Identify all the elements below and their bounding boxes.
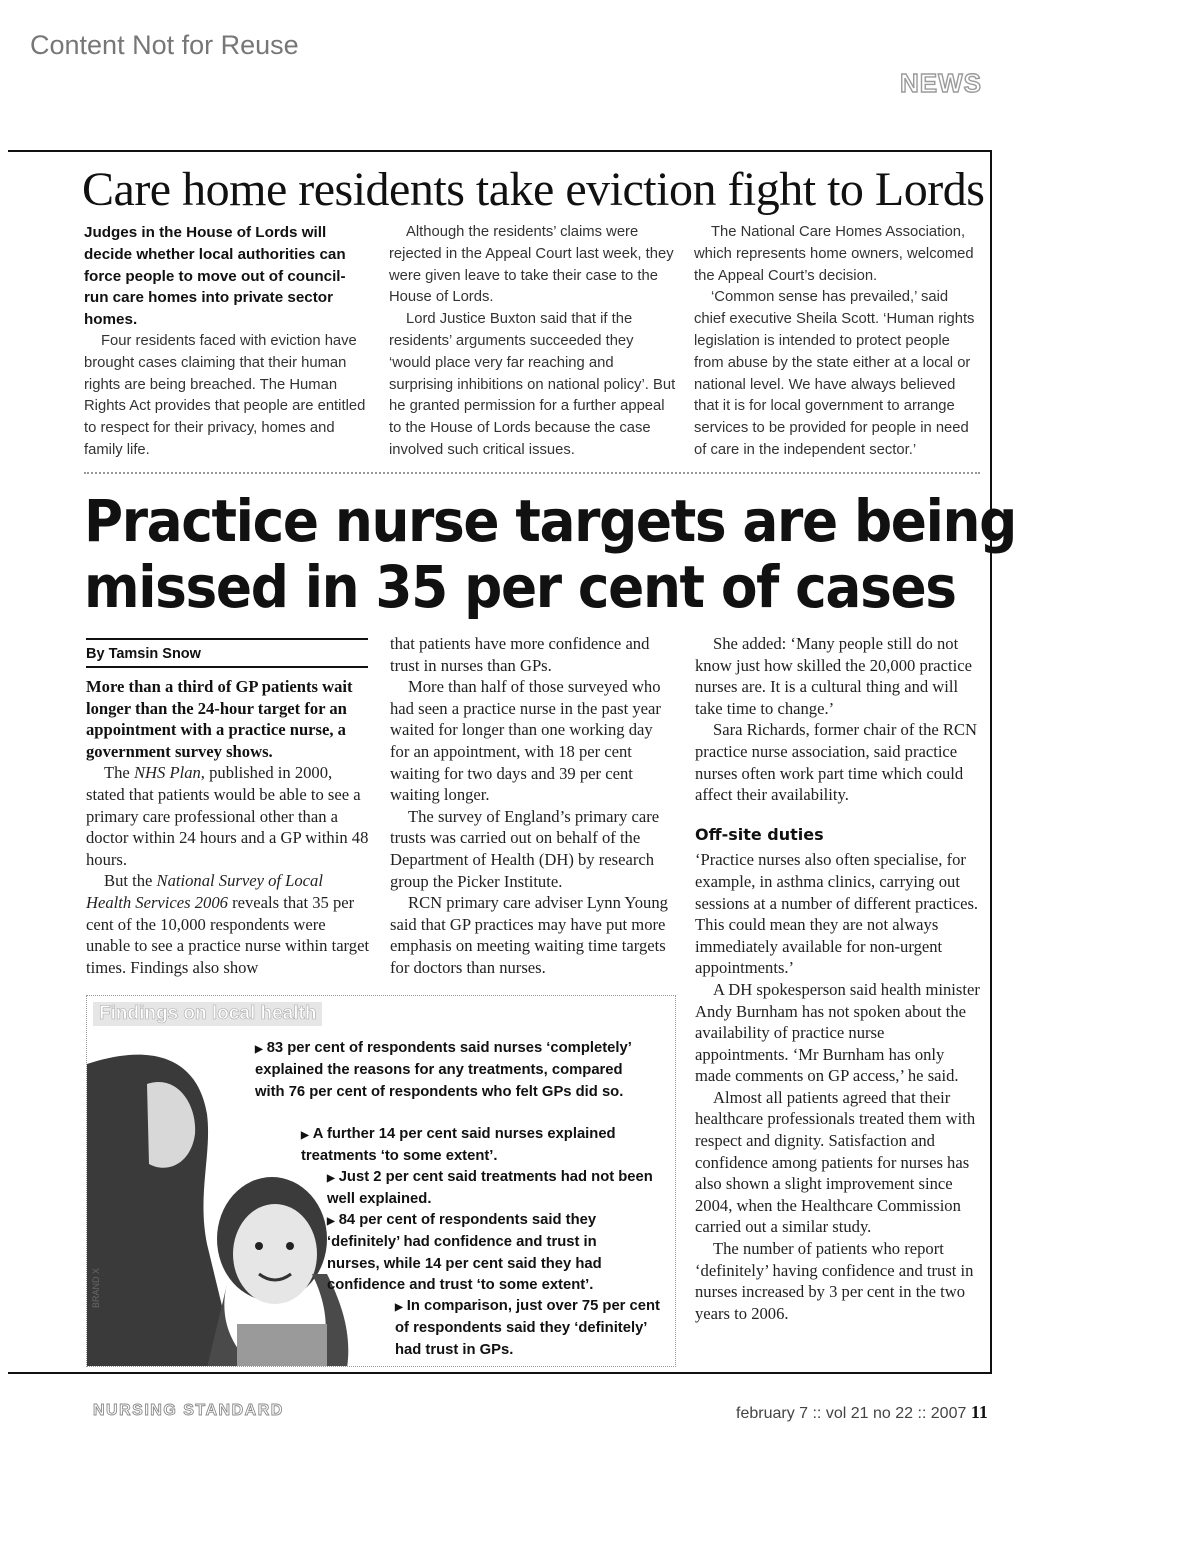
text-run: reveals that 35 per cent of the 10,000 respondents were unable to see a practice nurse within target times. Findings also show [86, 892, 370, 977]
story2-paragraph: that patients have more confidence and trust in nurses than GPs. [390, 634, 650, 675]
story1-paragraph: Four residents faced with eviction have brought cases claiming that their human rights are being breached. The Human Rights Act provides that people are entitled to respect for their privacy, homes and family life. [84, 332, 366, 458]
story1-headline: Care home residents take eviction fight to Lords [82, 163, 985, 216]
story2-column-3 [695, 633, 981, 1324]
story1-paragraph: Although the residents’ claims were rejected in the Appeal Court last week, they were given leave to take their case to the House of Lords. [389, 224, 674, 306]
story2-paragraph: Sara Richards, former chair of the RCN practice nurse association, said practice nurses often work part time which could affect their availability. [695, 720, 978, 805]
story-divider [84, 472, 980, 474]
triangle-bullet-icon: ▶ [301, 1130, 309, 1141]
findings-bullet-text: 83 per cent of respondents said nurses ‘completely’ explained the reasons for any treatments, compared with 76 per cent of respondents who felt GPs did so. [255, 1040, 631, 1100]
findings-bullet-text: Just 2 per cent said treatments had not been well explained. [327, 1169, 653, 1208]
page-number: 11 [970, 1402, 988, 1422]
section-label: NEWS [900, 68, 982, 98]
story2-column-1 [86, 676, 370, 978]
findings-bullet-text: 84 per cent of respondents said they ‘definitely’ had confidence and trust in nurses, while 14 per cent said they had confidence and trust ‘to some extent’. [327, 1212, 602, 1294]
text-run: , published in 2000, stated that patients would be able to see a primary care professional other than a doctor within 24 hours and a GP within 48 hours. [86, 763, 369, 869]
publication-name: NURSING STANDARD [93, 1402, 284, 1419]
story1-column-2 [389, 222, 677, 462]
triangle-bullet-icon: ▶ [255, 1044, 263, 1055]
story2-headline-line-1: Practice nurse targets are being [84, 487, 1016, 555]
story1-lede: Judges in the House of Lords will decide whether local authorities can force people to move out of council-run care homes into private sector homes. [84, 224, 346, 329]
story2-paragraph: She added: ‘Many people still do not know just how skilled the 20,000 practice nurses are. It is a cultural thing and will take time to change.’ [695, 634, 972, 718]
issue-date: february 7 :: vol 21 no 22 :: 2007 [736, 1405, 967, 1422]
byline: By Tamsin Snow [86, 638, 368, 668]
findings-box-title: Findings on local health [93, 1002, 322, 1026]
story2-lede: More than a third of GP patients wait longer than the 24-hour target for an appointment with a practice nurse, a government survey shows. [86, 677, 353, 761]
story1-paragraph: Lord Justice Buxton said that if the residents’ arguments succeeded they ‘would place very far reaching and surprising inhibitions on national policy’. But he granted permission for a further appeal to the House of Lords because the case involved such critical issues. [389, 311, 676, 458]
story2-paragraph: A DH spokesperson said health minister Andy Burnham has not spoken about the availability of practice nurse appointments. ‘Mr Burnham has only made comments on GP access,’ he said. [695, 979, 980, 1086]
findings-bullet-text: A further 14 per cent said nurses explained treatments ‘to some extent’. [301, 1126, 616, 1165]
story2-paragraph: ‘Practice nurses also often specialise, for example, in asthma clinics, carrying out sessions at a number of different practices. This could mean they are not always immediately available for non-urgent appointments.’ [695, 850, 979, 978]
photo-credit: BRAND X [91, 1267, 101, 1308]
story2-headline-line-2: missed in 35 per cent of cases [84, 553, 956, 621]
story2-paragraph: RCN primary care adviser Lynn Young said that GP practices may have put more emphasis on meeting waiting time targets for doctors than nurses. [390, 893, 668, 977]
text-run: The [104, 763, 134, 783]
story2-column-2 [390, 633, 674, 979]
story2-paragraph: The survey of England’s primary care trusts was carried out on behalf of the Department of Health (DH) by research group the Picker Institute. [390, 806, 660, 891]
findings-box [86, 995, 676, 1367]
publication-title: National Survey of Local Health Services 2006 [86, 871, 323, 912]
triangle-bullet-icon: ▶ [327, 1173, 335, 1184]
findings-bullet-text: In comparison, just over 75 per cent of respondents said they ‘definitely’ had trust in GPs. [395, 1298, 660, 1358]
story2-paragraph: The number of patients who report ‘definitely’ having confidence and trust in nurses increased by 3 per cent in the two years to 2006. [695, 1239, 974, 1323]
story1-paragraph: ‘Common sense has prevailed,’ said chief executive Sheila Scott. ‘Human rights legislation is intended to protect people from abuse by the state either at a local or national level. We have always believed that it is for local government to arrange services to be provided for people in need of care in the independent sector.’ [694, 289, 975, 458]
findings-bullet [301, 1124, 641, 1168]
story2-paragraph [86, 870, 370, 978]
publication-title: NHS Plan [133, 763, 201, 783]
findings-bullet [327, 1210, 647, 1297]
watermark-text: Content Not for Reuse [30, 30, 299, 60]
story2-paragraph: More than half of those surveyed who had seen a practice nurse in the past year waited for longer than one working day for an appointment, with 18 per cent waiting for two days and 39 per cent waiting longer. [390, 677, 661, 805]
triangle-bullet-icon: ▶ [395, 1302, 403, 1313]
findings-bullet [255, 1038, 655, 1103]
findings-bullet [395, 1296, 671, 1361]
subheading: Off-site duties [695, 824, 824, 844]
text-run: But the [104, 871, 157, 891]
issue-info [736, 1402, 988, 1423]
story2-headline [84, 487, 1016, 621]
triangle-bullet-icon: ▶ [327, 1216, 335, 1227]
story1-column-1 [84, 222, 370, 462]
story2-paragraph [86, 762, 370, 870]
findings-bullet [327, 1167, 667, 1211]
story2-paragraph: Almost all patients agreed that their healthcare professionals treated them with respect and dignity. Satisfaction and confidence among patients for nurses has also shown a slight improvement since 2004, when the Healthcare Commission carried out a similar study. [695, 1087, 976, 1237]
story1-column-3 [694, 222, 982, 462]
story1-paragraph: The National Care Homes Association, which represents home owners, welcomed the Appeal Court’s decision. [694, 224, 974, 284]
